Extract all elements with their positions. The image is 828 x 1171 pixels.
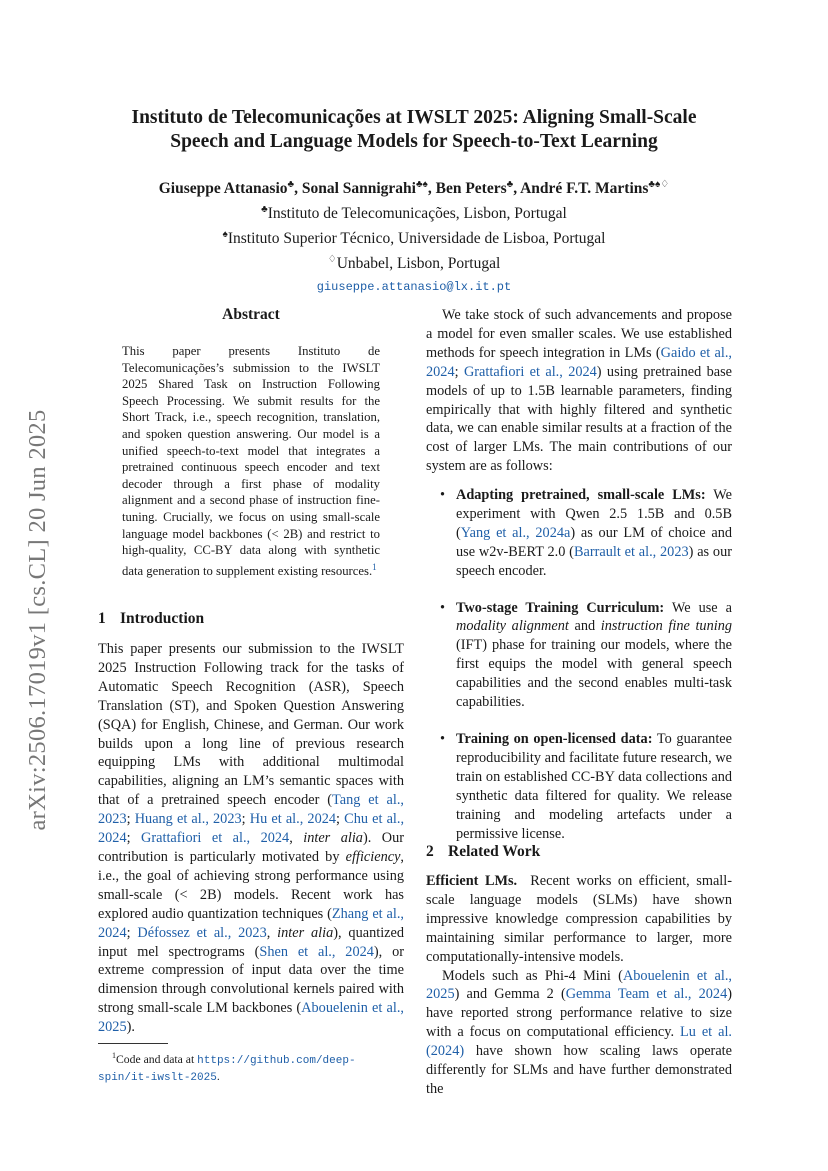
citation-link[interactable]: Défossez et al., 2023 [137, 924, 267, 941]
abstract-heading: Abstract [222, 306, 280, 323]
abstract-text: This paper presents Instituto de Telecomunicações’s submission to the IWSLT 2025 Shared Task on Instruction Following Speech Processing. We submit results for the Short Track, i.e., speech recognition, translation, and spoken question answering. Our model is a unified speech-to-text model that integrates a pretrained continuous speech encoder and text decoder through a first phase of modality alignment and a second phase of instruction fine-tuning. Crucially, we focus on using small-scale language model backbones (< 2B) and restrict to high-quality, CC-BY data along with synthetic data generation to supplement existing resources. [122, 344, 380, 578]
citation-link[interactable]: Tang et al., 2023 [98, 792, 404, 828]
affiliation-3 [90, 249, 738, 274]
text-run: , [266, 924, 278, 941]
text-run: ) have reported strong performance relative to size with a focus on computational efficiency. [426, 986, 732, 1041]
text-run: ), quantized input mel spectrograms ( [98, 924, 405, 960]
author-name: André F.T. Martins [520, 180, 649, 198]
affiliation-text: Instituto de Telecomunicações, Lisbon, Portugal [267, 205, 567, 223]
text-run: , i.e., the goal of achieving strong performance using small-scale (< 2B) models. Recent work has explored audio quantization techniques ( [98, 848, 404, 922]
footnote [98, 1048, 404, 1087]
paragraph [426, 872, 736, 967]
abstract-body [122, 343, 380, 580]
footnote-ref[interactable]: 1 [372, 561, 377, 572]
footnote-end: . [216, 1070, 220, 1084]
text-run: This paper presents our submission to the IWSLT 2025 Instruction Following track for the tasks of Automatic Speech Recognition (ASR), Speech Translation (ST), and Spoken Question Answering (SQA) for English, Chinese, and German. Our work builds upon a long line of previous research equipping LMs with additional multimodal capabilities, aligning an LM’s semantic spaces with that of a pretrained speech encoder ( [98, 641, 404, 809]
text-run: , [289, 830, 304, 847]
affiliation-mark: ♠ [222, 229, 228, 241]
text-run: ). [126, 1019, 135, 1036]
list-item [438, 599, 732, 712]
affiliation-text: Instituto Superior Técnico, Universidade de Lisboa, Portugal [227, 230, 606, 248]
contributions-list [438, 486, 732, 861]
author-email-link[interactable]: giuseppe.attanasio@lx.it.pt [316, 279, 512, 294]
text-run: ; [336, 811, 345, 828]
text-run: ) using pretrained base models of up to 1.5B learnable parameters, finding empirically that with highly filtered and synthetic data, we can enable similar results at a fraction of the cost of larger LMs. The main contributions of our system are as follows: [426, 363, 733, 475]
italic-text: instruction fine tuning [600, 618, 732, 635]
affiliation-text: Unbabel, Lisbon, Portugal [336, 255, 501, 273]
text-run: have shown how scaling laws operate differently for SLMs and have further demonstrated the [426, 1043, 732, 1097]
citation-link[interactable]: Barrault et al., 2023 [573, 543, 689, 560]
list-item [438, 730, 732, 843]
paragraph [98, 640, 404, 1037]
bullet-heading: Training on open-licensed data: [456, 730, 653, 747]
section-number: 1 [98, 610, 106, 627]
citation-link[interactable]: Yang et al., 2024a [460, 524, 571, 541]
paper-title [90, 106, 738, 154]
section-title: Introduction [120, 610, 205, 627]
italic-text: inter alia [303, 830, 363, 847]
paragraph [426, 306, 732, 476]
text-run: To guarantee reproducibility and facilitate future research, we train on established CC-BY data collections and synthetic data filtered for quality. We release training and modeling artefacts under a permissive license. [456, 730, 732, 842]
text-run: Models such as Phi-4 Mini ( [442, 967, 623, 984]
affiliation-mark: ♣ [287, 179, 295, 190]
affiliation-mark: ♣♠♢ [648, 179, 670, 190]
text-run: We take stock of such advancements and propose a model for even smaller scales. We use established methods for speech integration in LMs ( [426, 307, 732, 361]
author-name: Sonal Sannigrahi [301, 180, 416, 198]
citation-link[interactable]: Gaido et al., 2024 [426, 344, 733, 380]
section-title: Related Work [448, 843, 541, 860]
author-name: Ben Peters [435, 180, 507, 198]
bullet-heading: Two-stage Training Curriculum: [456, 599, 665, 616]
author-names: Giuseppe Attanasio♣, Sonal Sannigrahi♣♠, Ben Peters♣, André F.T. Martins♣♠♢ [158, 179, 670, 198]
citation-link[interactable]: Huang et al., 2023 [134, 811, 242, 828]
citation-link[interactable]: Hu et al., 2024 [249, 811, 337, 828]
section-heading-introduction [98, 610, 204, 628]
text-run: Recent works on efficient, small-scale language models (SLMs) have shown impressive knowledge compression capabilities by maintaining similar performance to larger, more computationally-intensive models. [426, 873, 736, 965]
text-run: and [568, 618, 601, 635]
paragraph [426, 967, 732, 1099]
text-run: We experiment with Qwen 2.5 1.5B and 0.5B ( [456, 487, 732, 541]
list-item [438, 486, 732, 581]
citation-link[interactable]: Gemma Team et al., 2024 [565, 986, 728, 1003]
text-run: We use a [664, 599, 732, 616]
right-column-intro [426, 306, 732, 476]
related-work-body [426, 872, 736, 1099]
footnote-mark: 1 [112, 1051, 116, 1060]
title-line-1: Instituto de Telecomunicações at IWSLT 2025: Aligning Small-Scale [131, 107, 697, 128]
affiliation-mark: ♢ [327, 254, 337, 266]
text-run: ) and Gemma 2 ( [454, 986, 566, 1003]
italic-text: modality alignment [456, 618, 569, 635]
affiliation-mark: ♣ [506, 179, 514, 190]
footnote-text: Code and data at [116, 1052, 198, 1066]
author-name: Giuseppe Attanasio [158, 180, 288, 198]
text-run: ). Our contribution is particularly motivated by [98, 830, 404, 865]
citation-link[interactable]: Abouelenin et al., 2025 [98, 1000, 404, 1036]
title-line-2: Speech and Language Models for Speech-to-Text Learning [170, 131, 658, 152]
citation-link[interactable]: Abouelenin et al., 2025 [426, 967, 732, 1003]
paragraph-heading: Efficient LMs. [426, 873, 518, 889]
arxiv-identifier: arXiv:2506.17019v1 [cs.CL] 20 Jun 2025 [24, 409, 51, 831]
affiliation-mark: ♣ [261, 204, 268, 216]
text-run: ), or extreme compression of input data over the time dimension through convolutional kernels paired with strong small-scale LM backbones ( [98, 943, 404, 1017]
section-heading-related-work [426, 843, 540, 861]
affiliation-2 [90, 224, 738, 249]
arxiv-sidebar-stamp [18, 370, 58, 870]
citation-link[interactable]: Shen et al., 2024 [259, 943, 374, 960]
text-run: ; [454, 363, 464, 380]
bullet-heading: Adapting pretrained, small-scale LMs: [456, 487, 706, 503]
text-run: ; [241, 811, 250, 828]
citation-link[interactable]: Zhang et al., 2024 [98, 905, 404, 941]
introduction-body [98, 640, 404, 1037]
citation-link[interactable]: Grattafiori et al., 2024 [141, 830, 290, 847]
citation-link[interactable]: Lu et al. (2024) [426, 1024, 732, 1060]
text-run: (IFT) phase for training our models, where the first equips the model with general speech capabilities and the second enables multi-task capabilities. [456, 637, 732, 711]
section-number: 2 [426, 843, 434, 860]
text-run: ) as our LM of choice and use w2v-BERT 2.0 ( [456, 524, 732, 560]
italic-text: efficiency [345, 848, 401, 865]
author-block [90, 174, 738, 298]
footnote-divider [98, 1043, 168, 1044]
citation-link[interactable]: Chu et al., 2024 [98, 811, 405, 847]
affiliation-1 [90, 199, 738, 224]
text-run: ; [126, 924, 138, 941]
text-run: ; [126, 811, 135, 828]
citation-link[interactable]: Grattafiori et al., 2024 [463, 363, 597, 380]
footnote-url-link[interactable]: https://github.com/deep-spin/it-iwslt-2025 [98, 1054, 356, 1085]
affiliation-mark: ♣♠ [415, 179, 428, 190]
text-run: ) as our speech encoder. [456, 543, 732, 579]
italic-text: inter alia [277, 924, 334, 941]
text-run: ; [126, 830, 142, 847]
